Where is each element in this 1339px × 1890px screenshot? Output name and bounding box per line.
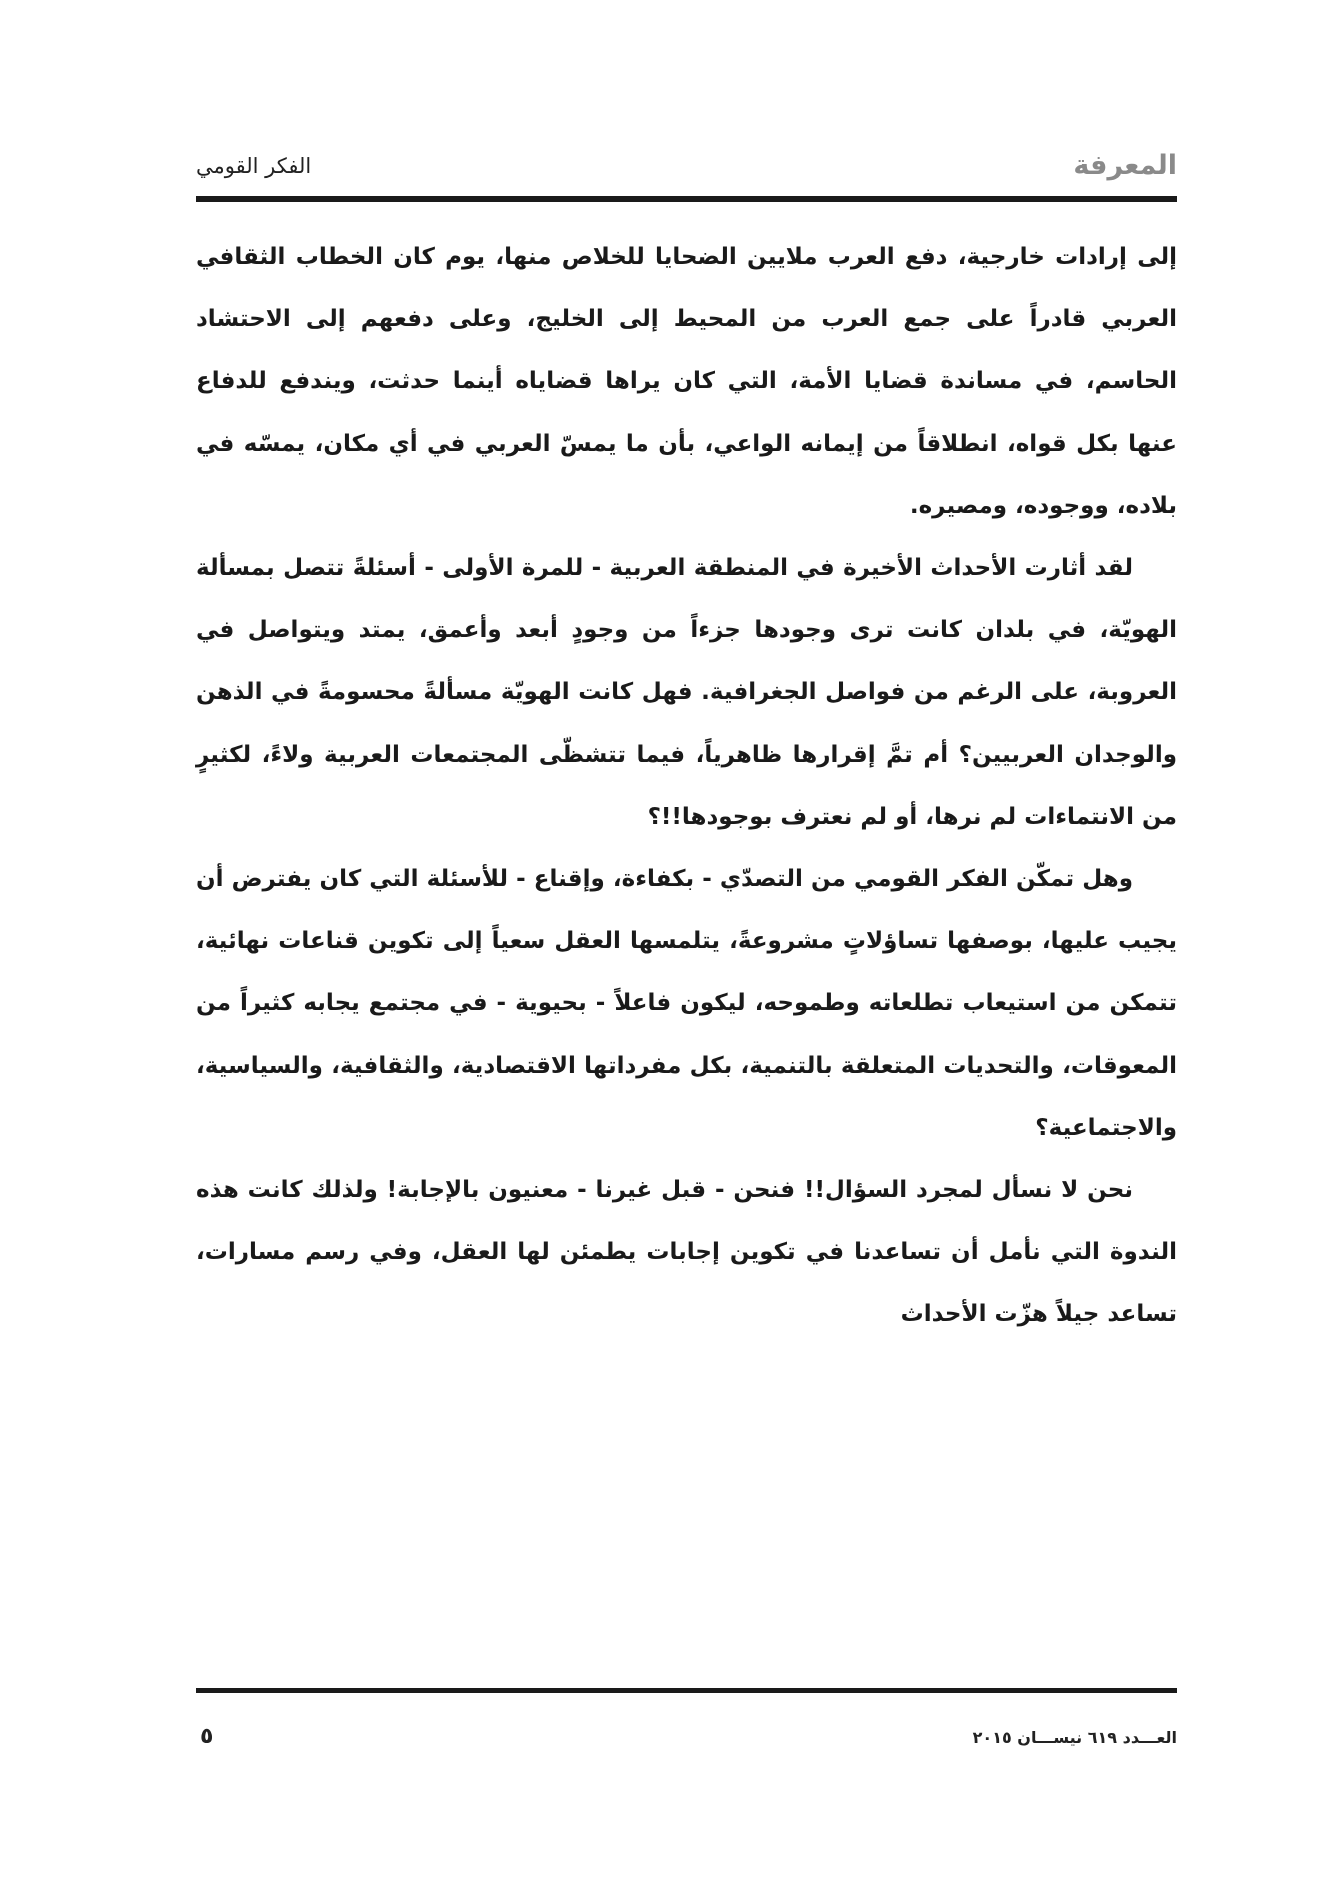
paragraph-2: لقد أثارت الأحداث الأخيرة في المنطقة العربية - للمرة الأولى - أسئلةً تتصل بمسألة الهويّة، في بلدان كانت ترى وجودها جزءاً من وجودٍ أبعد وأعمق، يمتد ويتواصل في العروبة، على الرغم من فواصل الجغرافية. فهل كانت الهويّة مسألةً محسومةً في الذهن والوجدان العربيين؟ أم تمَّ إقرارها ظاهرياً، فيما تتشظّى المجتمعات العربية ولاءً، لكثيرٍ من الانتماءات لم نرها، أو لم نعترف بوجودها!!؟ <box>196 555 1177 830</box>
paragraph-1: إلى إرادات خارجية، دفع العرب ملايين الضحايا للخلاص منها، يوم كان الخطاب الثقافي العربي قادراً على جمع العرب من المحيط إلى الخليج، وعلى دفعهم إلى الاحتشاد الحاسم، في مساندة قضايا الأمة، التي كان يراها قضاياه أينما حدثت، ويندفع للدفاع عنها بكل قواه، انطلاقاً من إيمانه الواعي، بأن ما يمسّ العربي في أي مكان، يمسّه في بلاده، ووجوده، ومصيره. <box>196 244 1177 519</box>
page-number: ٥ <box>200 1724 214 1749</box>
section-title: الفكر القومي <box>196 154 312 178</box>
page-header <box>196 150 1177 194</box>
issue-info: العـــدد ٦١٩ نيســـان ٢٠١٥ <box>972 1728 1177 1747</box>
paragraph-4: نحن لا نسأل لمجرد السؤال!! فنحن - قبل غيرنا - معنيون بالإجابة! ولذلك كانت هذه الندوة التي نأمل أن تساعدنا في تكوين إجابات يطمئن لها العقل، وفي رسم مسارات، تساعد جيلاً هزّت الأحداث <box>196 1177 1177 1328</box>
footer-divider <box>196 1688 1177 1693</box>
article-body <box>196 226 1177 1346</box>
header-divider <box>196 196 1177 202</box>
magazine-logo: المعرفة <box>1073 150 1177 181</box>
paragraph-3: وهل تمكّن الفكر القومي من التصدّي - بكفاءة، وإقناع - للأسئلة التي كان يفترض أن يجيب عليها، بوصفها تساؤلاتٍ مشروعةً، يتلمسها العقل سعياً إلى تكوين قناعات نهائية، تتمكن من استيعاب تطلعاته وطموحه، ليكون فاعلاً - بحيوية - في مجتمع يجابه كثيراً من المعوقات، والتحديات المتعلقة بالتنمية، بكل مفرداتها الاقتصادية، والثقافية، والسياسية، والاجتماعية؟ <box>196 866 1177 1141</box>
